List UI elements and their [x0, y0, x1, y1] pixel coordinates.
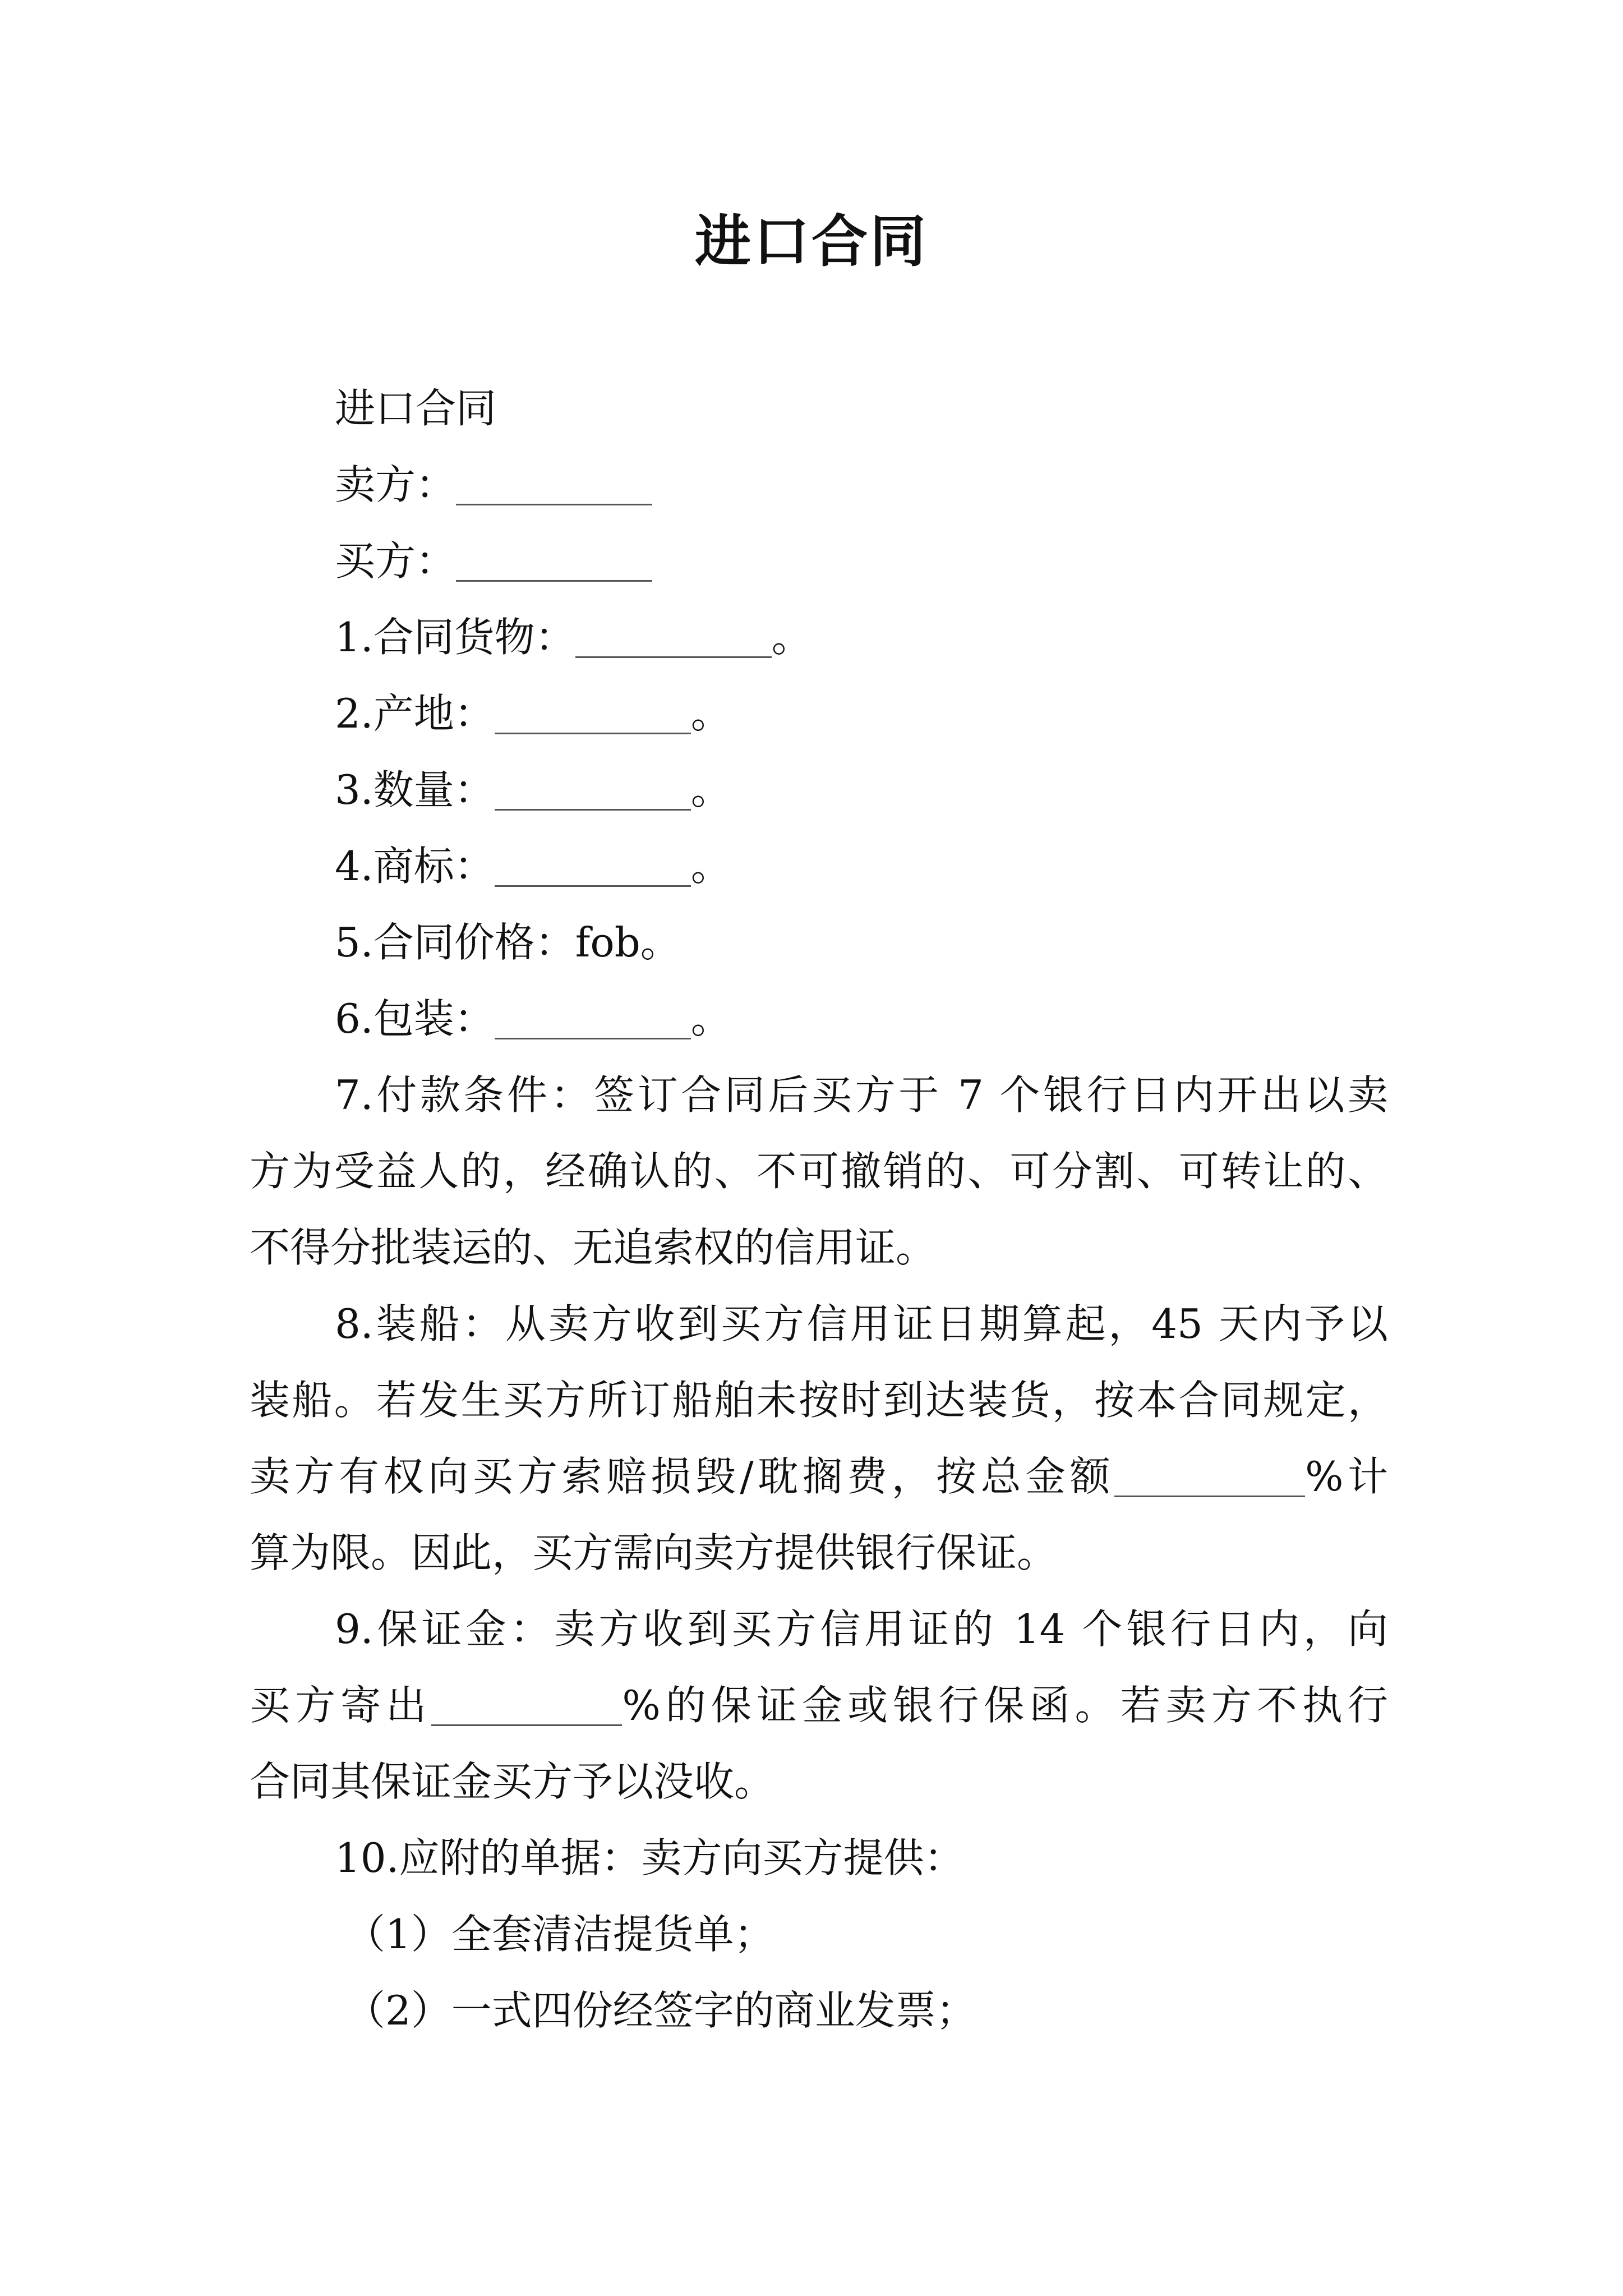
- goods-blank[interactable]: [575, 617, 772, 658]
- document-title: 进口合同: [695, 208, 928, 274]
- clause-packing: [250, 981, 1388, 1057]
- document-list-item: （2）一式四份经签字的商业发票；: [345, 1987, 976, 2034]
- clause-payment-line: 不得分批装运的、无追索权的信用证。: [250, 1224, 937, 1271]
- total-amount-percent-blank[interactable]: [1114, 1456, 1305, 1497]
- document-body: [250, 370, 1388, 2049]
- clause-quantity-label: 3.数量：: [335, 766, 495, 813]
- clause-trademark-end: 。: [690, 843, 731, 890]
- clause-packing-end: 。: [690, 995, 731, 1042]
- seller-blank[interactable]: [456, 464, 652, 505]
- clause-documents: 10.应附的单据：卖方向买方提供：: [335, 1834, 965, 1881]
- clause-origin: [250, 675, 1388, 752]
- clause-shipment: [250, 1286, 1388, 1591]
- clause-goods: [250, 599, 1388, 675]
- clause-shipment-text: 卖方有权向买方索赔损毁/耽搁费，按总金额: [250, 1453, 1115, 1500]
- clause-quantity: [250, 752, 1388, 828]
- packing-blank[interactable]: [495, 999, 691, 1039]
- document-list-item: （1）全套清洁提货单；: [345, 1911, 774, 1958]
- quantity-blank[interactable]: [495, 770, 691, 811]
- clause-deposit-line: 9.保证金：卖方收到买方信用证的 14 个银行日内，向: [335, 1605, 1388, 1653]
- clause-payment: [250, 1057, 1388, 1286]
- clause-goods-label: 1.合同货物：: [335, 614, 575, 661]
- clause-trademark-label: 4.商标：: [335, 843, 495, 890]
- clause-trademark: [250, 828, 1388, 904]
- clause-shipment-line: 装船。若发生买方所订船舶未按时到达装货，按本合同规定，: [250, 1377, 1388, 1424]
- clause-deposit-text: %的保证金或银行保函。若卖方不执行: [622, 1682, 1388, 1729]
- clause-packing-label: 6.包装：: [335, 995, 495, 1042]
- seller-line: [250, 447, 1388, 523]
- buyer-line: [250, 523, 1388, 599]
- clause-price: 5.合同价格：fob。: [335, 919, 681, 966]
- clause-payment-line: 方为受益人的，经确认的、不可撤销的、可分割、可转让的、: [250, 1148, 1388, 1195]
- clause-goods-end: 。: [771, 614, 812, 661]
- clause-quantity-end: 。: [690, 766, 731, 813]
- deposit-percent-blank[interactable]: [431, 1685, 622, 1726]
- clause-payment-line: 7.付款条件：签订合同后买方于 7 个银行日内开出以卖: [335, 1071, 1388, 1119]
- clause-shipment-line: [250, 1438, 1388, 1515]
- clause-shipment-text: %计: [1305, 1453, 1388, 1500]
- seller-label: 卖方：: [335, 461, 457, 508]
- trademark-blank[interactable]: [495, 846, 691, 887]
- contract-subtitle: 进口合同: [335, 385, 497, 432]
- buyer-label: 买方：: [335, 537, 457, 585]
- clause-shipment-line: 8.装船：从卖方收到买方信用证日期算起，45 天内予以: [335, 1300, 1388, 1347]
- clause-origin-label: 2.产地：: [335, 690, 495, 737]
- origin-blank[interactable]: [495, 693, 691, 734]
- clause-shipment-line: 算为限。因此，买方需向卖方提供银行保证。: [250, 1529, 1058, 1576]
- clause-deposit-line: [250, 1667, 1388, 1743]
- buyer-blank[interactable]: [456, 541, 652, 582]
- clause-deposit: [250, 1591, 1388, 1820]
- clause-origin-end: 。: [690, 690, 731, 737]
- clause-deposit-text: 买方寄出: [250, 1682, 432, 1729]
- clause-deposit-line: 合同其保证金买方予以没收。: [250, 1758, 775, 1805]
